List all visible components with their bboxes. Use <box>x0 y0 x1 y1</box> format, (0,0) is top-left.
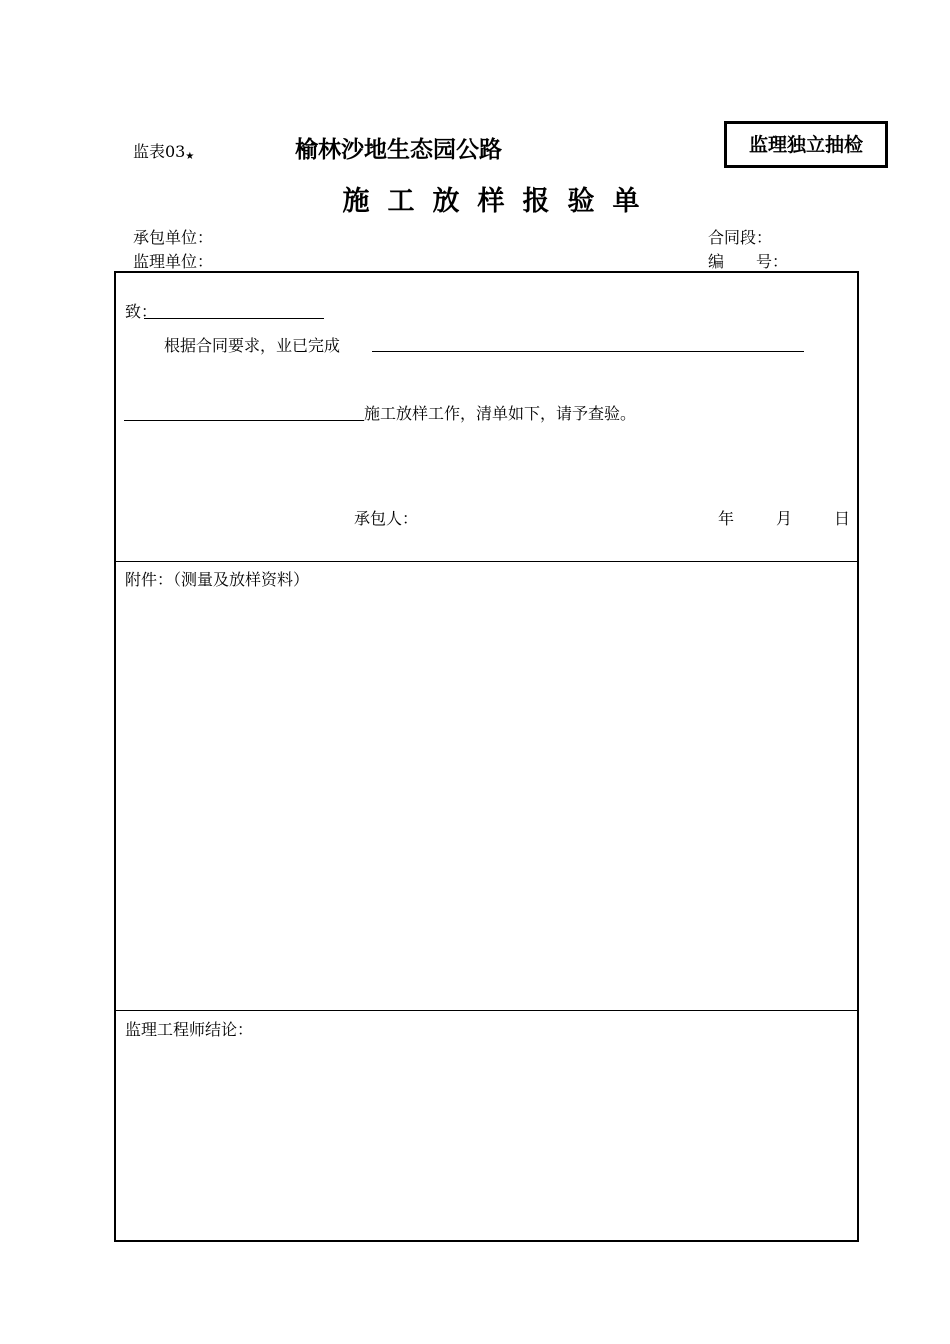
attachments-label: 附件：（测量及放样资料） <box>125 570 310 589</box>
to-label-text: 致 <box>125 302 142 321</box>
star-icon: ★ <box>185 151 195 162</box>
contract-section-label: 合同段： <box>708 228 773 247</box>
request-line-1: 根据合同要求，业已完成 <box>164 336 341 355</box>
to-recipient-line[interactable] <box>144 318 324 319</box>
form-code-text: 监表03 <box>133 142 186 161</box>
inspection-stamp: 监理独立抽检 <box>724 121 888 168</box>
form-title: 施工放样报验单 <box>342 186 658 217</box>
contractor-label: 承包单位： <box>133 228 214 247</box>
contractor-signer-label: 承包人： <box>354 509 419 528</box>
supervisor-label: 监理单位： <box>133 252 214 271</box>
form-table <box>114 271 859 1242</box>
date-day-label: 日 <box>834 509 851 528</box>
to-colon: ： <box>141 302 158 321</box>
engineer-conclusion-label: 监理工程师结论： <box>125 1020 254 1039</box>
project-name: 榆林沙地生态园公路 <box>295 137 502 163</box>
section-divider-1 <box>116 561 857 562</box>
date-year-label: 年 <box>718 509 735 528</box>
form-code <box>133 139 194 162</box>
section-divider-2 <box>116 1010 857 1011</box>
work-item-line[interactable] <box>124 420 364 421</box>
number-label: 编 号： <box>708 252 789 271</box>
date-month-label: 月 <box>776 509 793 528</box>
completed-work-line[interactable] <box>372 351 804 352</box>
request-line-2: 施工放样工作，清单如下，请予查验。 <box>364 404 637 423</box>
